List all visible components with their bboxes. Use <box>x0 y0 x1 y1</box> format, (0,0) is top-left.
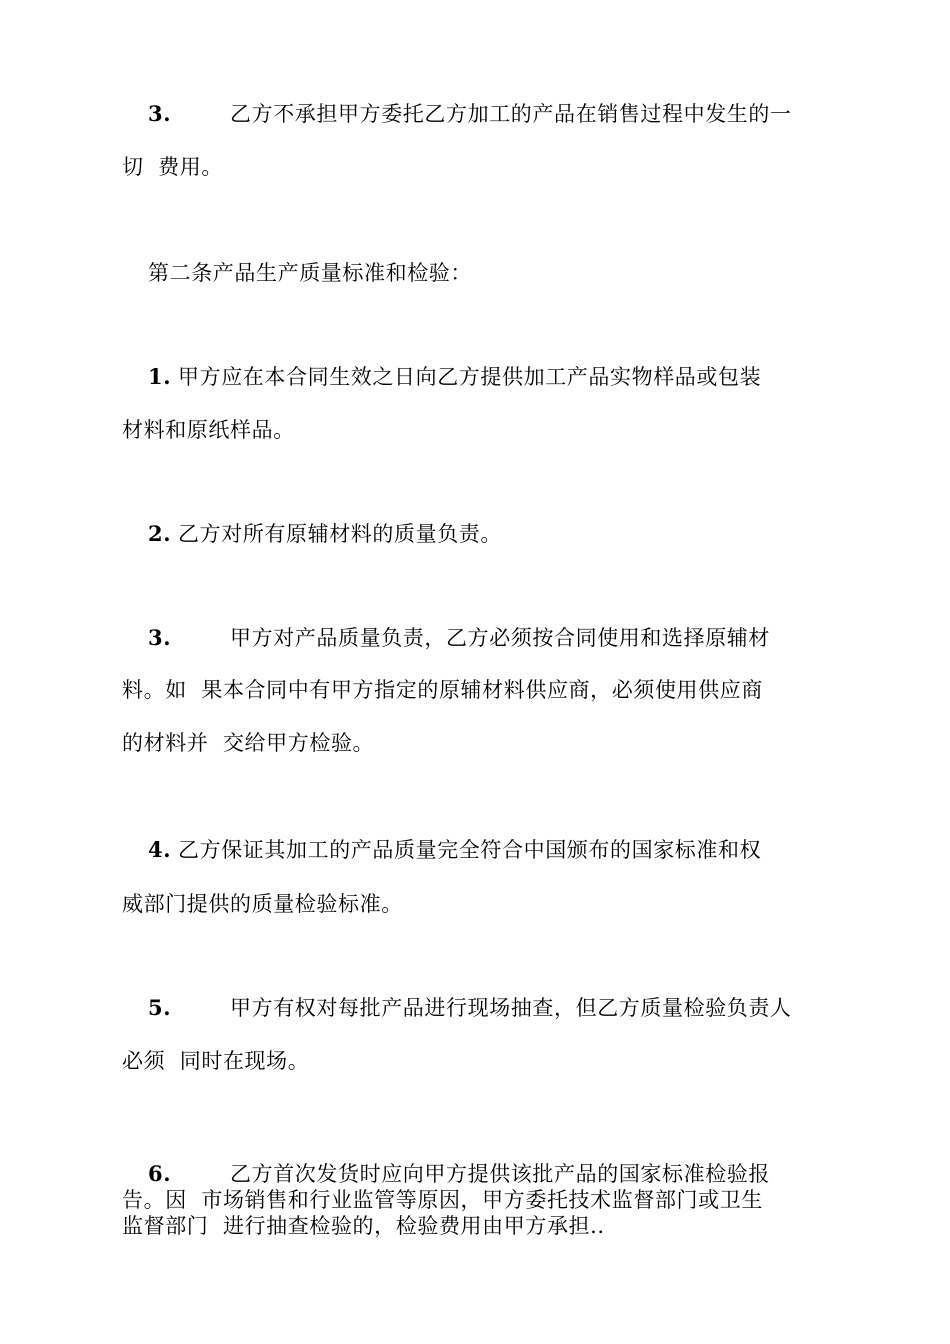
item-number: 5. <box>148 995 172 1020</box>
item-number: 2. <box>148 521 172 546</box>
clause-item-4 <box>122 834 834 920</box>
text-line: 3. 乙方不承担甲方委托乙方加工的产品在销售过程中发生的一 <box>122 98 834 129</box>
text-line: 料。如 果本合同中有甲方指定的原辅材料供应商，必须使用供应商 <box>122 678 763 702</box>
text-line: 的材料并 交给甲方检验。 <box>122 731 375 755</box>
text-line: 5. 甲方有权对每批产品进行现场抽查，但乙方质量检验负责人 <box>122 992 834 1023</box>
text-line: 必须 同时在现场。 <box>122 1049 310 1073</box>
text-line: 6. 乙方首次发货时应向甲方提供该批产品的国家标准检验报 <box>148 1161 770 1186</box>
clause-item-5 <box>122 992 834 1077</box>
clause-item-3-quality <box>122 622 834 759</box>
text-line: 3. 甲方对产品质量负责，乙方必须按合同使用和选择原辅材 <box>122 622 834 653</box>
text-line: 监督部门 进行抽查检验的，检验费用由甲方承担.. <box>122 1214 605 1238</box>
text-line: 4. 乙方保证其加工的产品质量完全符合中国颁布的国家标准和权 <box>122 834 834 865</box>
section-heading: 第二条产品生产质量标准和检验： <box>148 261 472 285</box>
text-line: 2. 乙方对所有原辅材料的质量负责。 <box>122 518 834 549</box>
item-number: 6. <box>148 1161 172 1186</box>
text-line: 1. 甲方应在本合同生效之日向乙方提供加工产品实物样品或包装 <box>122 361 834 392</box>
item-number: 4. <box>148 837 172 862</box>
clause-item-3-cost <box>122 98 834 183</box>
item-number: 3. <box>148 625 172 650</box>
clause-item-1 <box>122 361 834 446</box>
text-line: 切 费用。 <box>122 155 223 179</box>
item-number: 3. <box>148 101 172 126</box>
clause-item-2 <box>122 518 834 549</box>
text-line: 威部门提供的质量检验标准。 <box>122 892 403 916</box>
item-number: 1. <box>148 364 172 389</box>
text-line: 告。因 市场销售和行业监管等原因，甲方委托技术监督部门或卫生 <box>122 1188 763 1212</box>
text-line: 材料和原纸样品。 <box>122 418 295 442</box>
clause-item-6 <box>122 1161 834 1239</box>
